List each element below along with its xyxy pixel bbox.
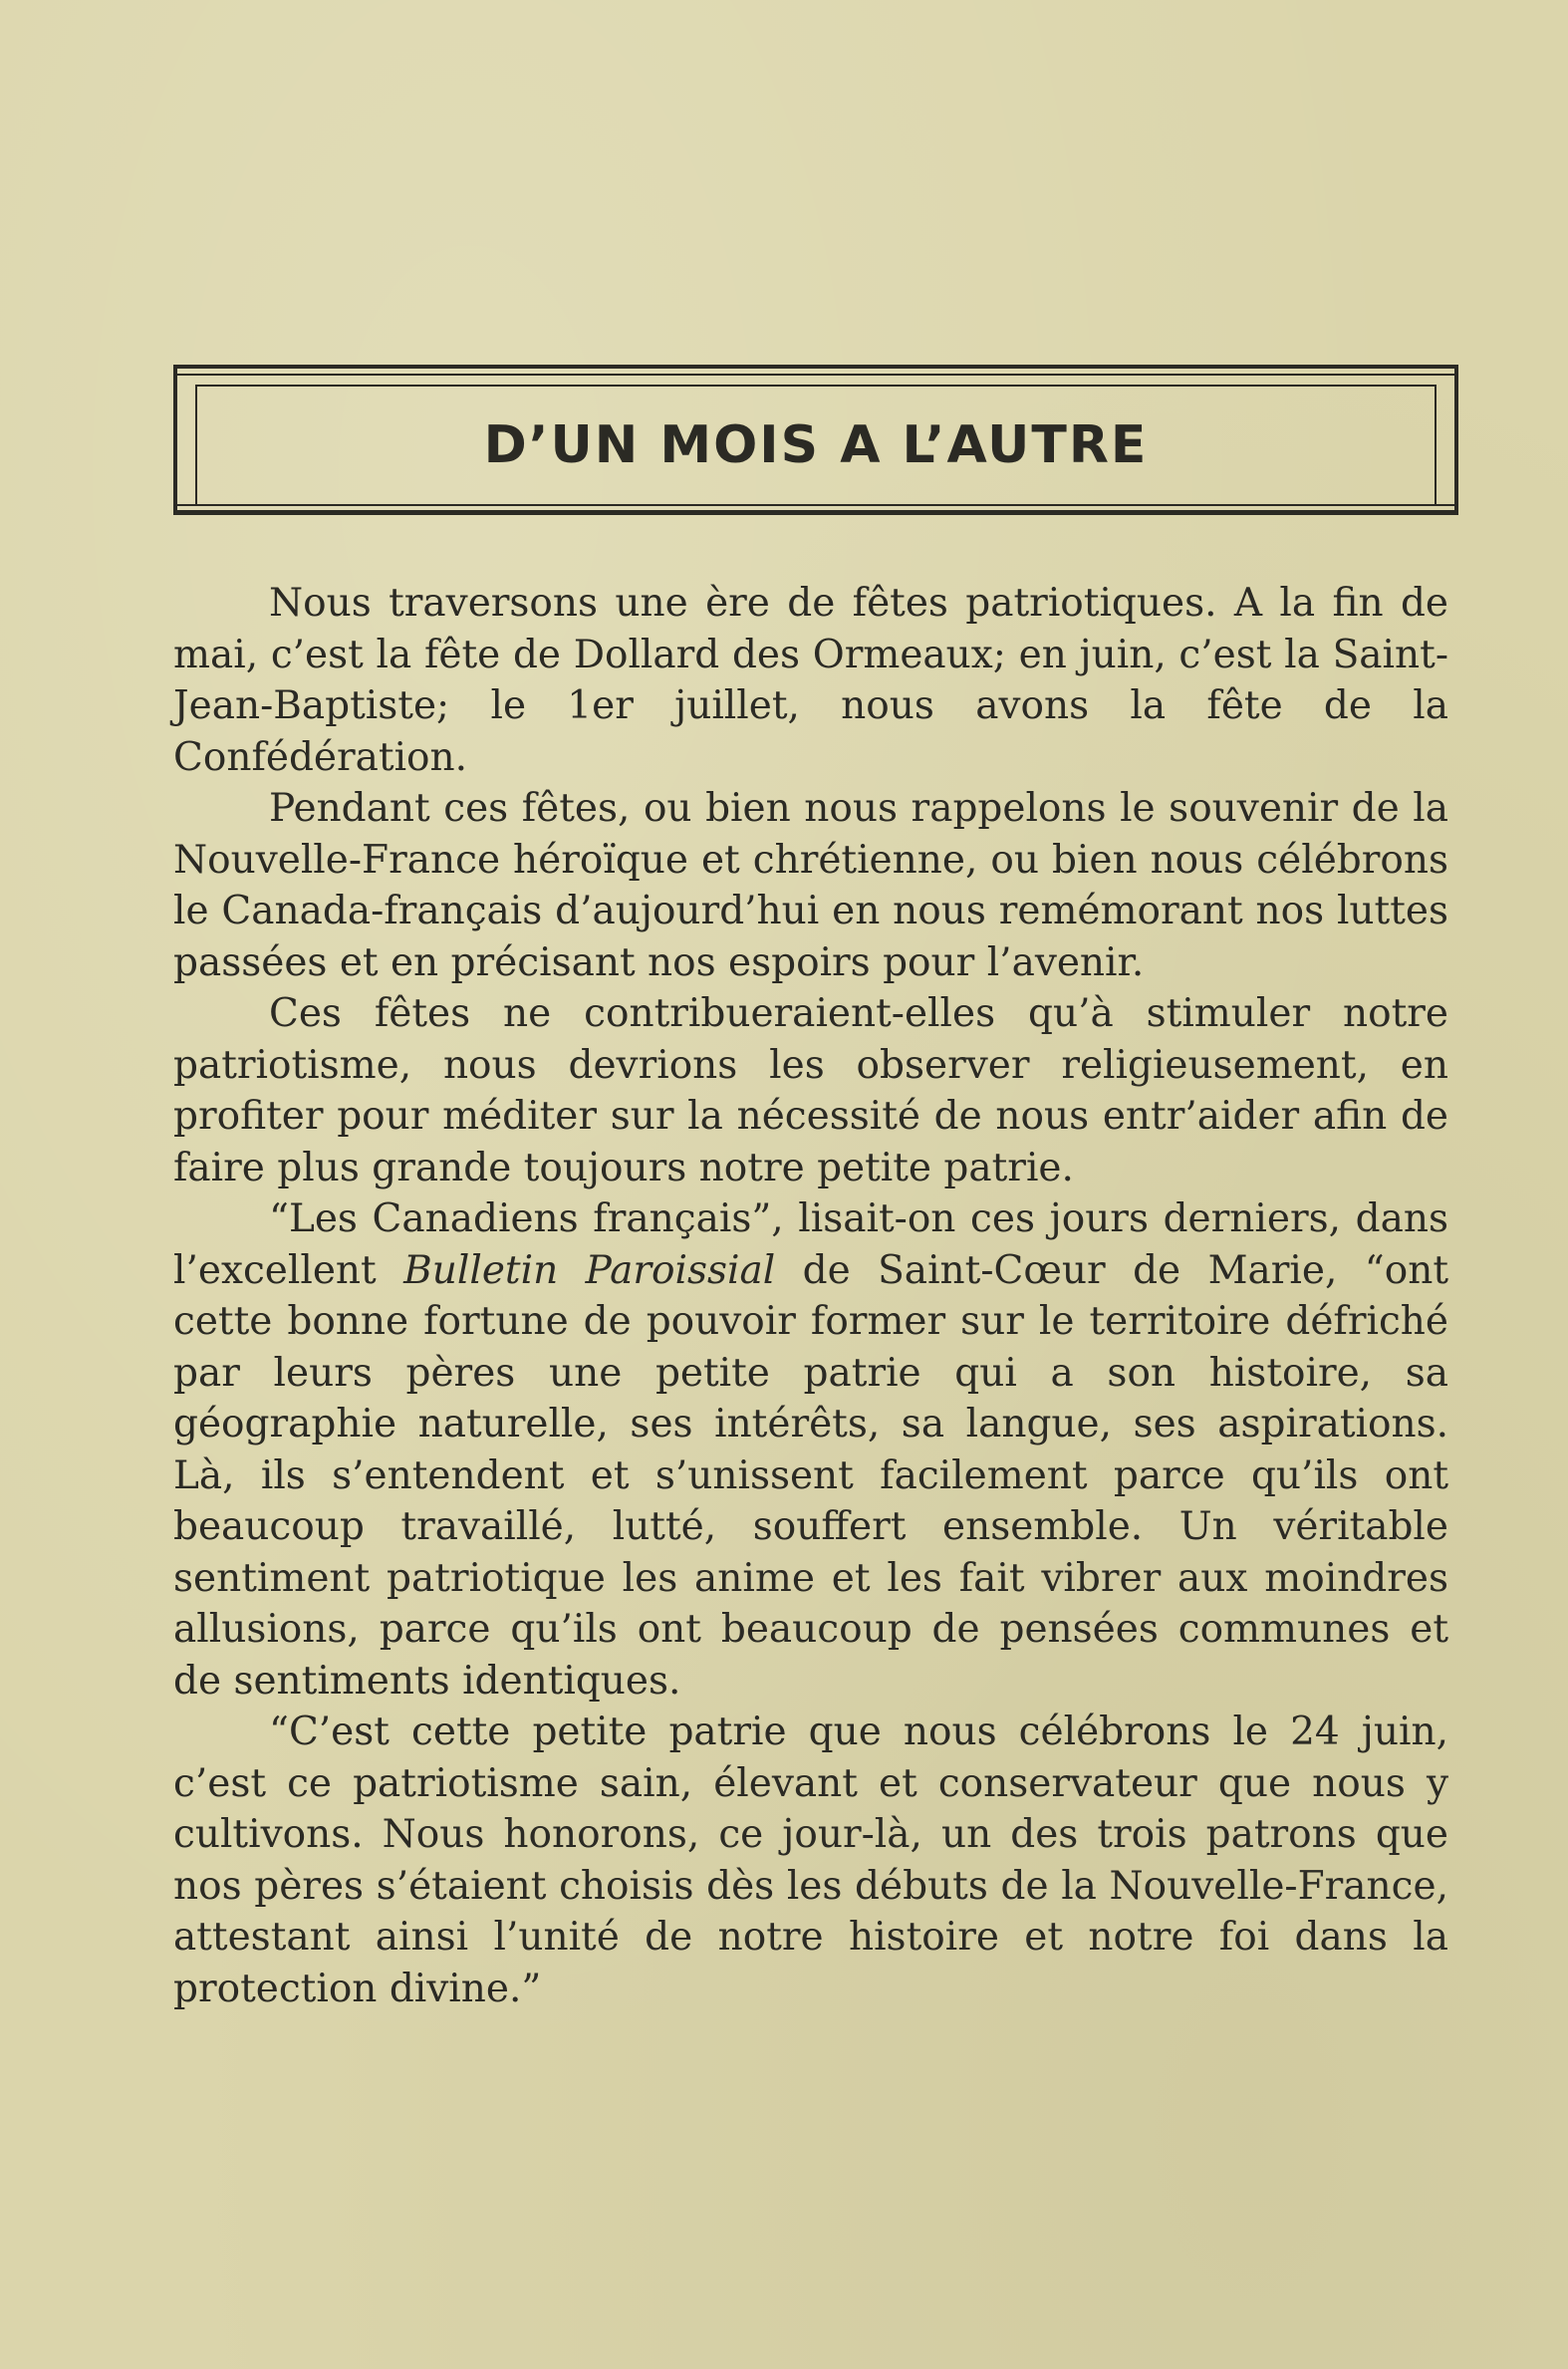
paragraph-text: de Saint-Cœur de Marie, “ont cette bonne fortune de pouvoir former sur le territoire défriché par leurs pères une petite patrie qui a son histoire, sa géographie naturelle, ses intérêts, sa langue, ses aspirations. Là, ils s’entendent et s’unissent facilement parce qu’ils ont beaucoup travaillé, lutté, souffert ensemble. Un véritable sentiment patriotique les anime et les fait vibrer aux moindres allusions, parce qu’ils ont beaucoup de pensées communes et de sentiments identiques. [173, 1247, 1448, 1704]
page-title: D’UN MOIS A L’AUTRE [483, 415, 1149, 475]
paragraph-text: “Les Canadiens français”, lisait-on ces jours derniers, dans l’excellent [173, 1196, 1448, 1293]
frame-rule [173, 374, 1458, 376]
frame-rule [1454, 365, 1458, 515]
article-body [173, 578, 1448, 2014]
frame-rule [173, 365, 177, 515]
paragraph: Ces fêtes ne contribueraient-elles qu’à stimuler notre patriotisme, nous devrions les observer religieusement, en profiter pour méditer sur la nécessité de nous entr’aider afin de faire plus grande toujours notre petite patrie. [173, 991, 1448, 1190]
frame-rule [173, 510, 1458, 515]
paragraph: Pendant ces fêtes, ou bien nous rappelons le souvenir de la Nouvelle-France héroïque et chrétienne, ou bien nous célébrons le Canada-français d’aujourd’hui en nous remémorant nos luttes passées et en précisant nos espoirs pour l’avenir. [173, 786, 1448, 985]
paragraph: Nous traversons une ère de fêtes patriotiques. A la fin de mai, c’est la fête de Dollard des Ormeaux; en juin, c’est la Saint-Jean-Baptiste; le 1er juillet, nous avons la fête de la Confédération. [173, 581, 1448, 780]
paragraph [173, 1193, 1448, 1707]
title-frame [173, 365, 1458, 520]
frame-rule [173, 365, 1458, 369]
frame-rule [173, 504, 1458, 506]
publication-title: Bulletin Paroissial [403, 1247, 776, 1293]
frame-rule [1435, 385, 1437, 506]
paragraph: “C’est cette petite patrie que nous célébrons le 24 juin, c’est ce patriotisme sain, élevant et conservateur que nous y cultivons. Nous honorons, ce jour-là, un des trois patrons que nos pères s’étaient choisis dès les débuts de la Nouvelle-France, attestant ainsi l’unité de notre histoire et notre foi dans la protection divine.” [173, 1710, 1448, 2011]
